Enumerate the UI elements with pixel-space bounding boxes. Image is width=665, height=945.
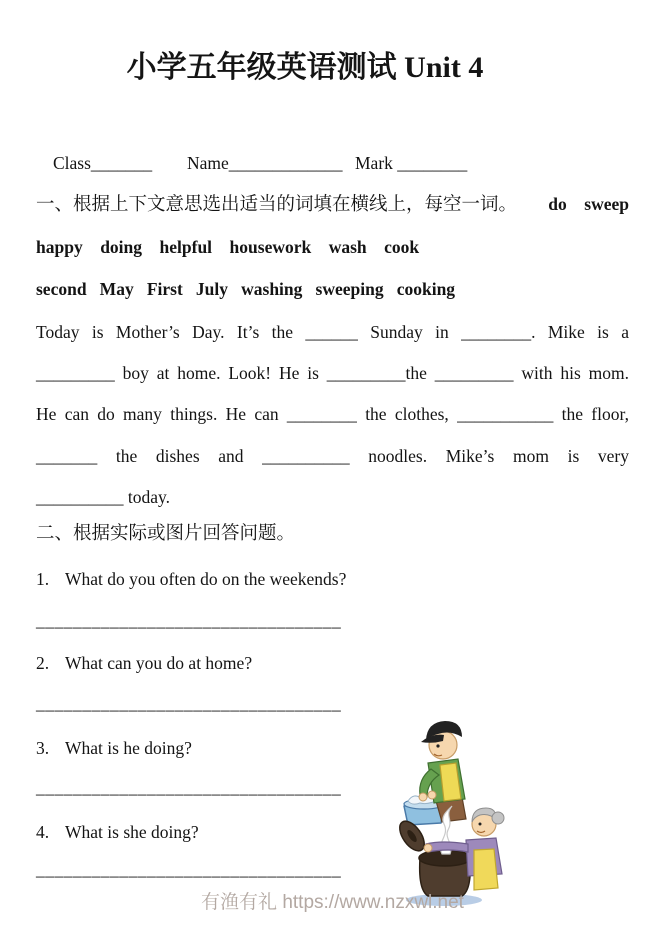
wordbank-line-3: second May First July washing sweeping cooking bbox=[36, 279, 456, 299]
question-2-text: What can you do at home? bbox=[65, 653, 253, 673]
question-4 bbox=[36, 820, 629, 844]
name-field: Name_____________ bbox=[187, 153, 343, 173]
question-3 bbox=[36, 736, 629, 760]
wordbank-line-2: happy doing helpful housework wash cook bbox=[36, 237, 420, 257]
question-1 bbox=[36, 567, 629, 591]
boy-head bbox=[421, 721, 462, 759]
passage-line-5: __________ today. bbox=[36, 487, 170, 507]
question-2 bbox=[36, 651, 629, 675]
wordbank-inline: do sweep bbox=[548, 194, 629, 214]
section1-heading-row bbox=[36, 192, 629, 217]
passage-line-1: Today is Mother’s Day. It’s the ______ Sunday in ________. Mike is a bbox=[36, 322, 629, 342]
header-fields bbox=[36, 151, 629, 177]
section2-heading: 二、根据实际或图片回答问题。 bbox=[36, 524, 296, 544]
answer-line-2: _________________________________ bbox=[36, 693, 342, 713]
class-field: Class_______ bbox=[53, 153, 153, 173]
section1-heading: 一、根据上下文意思选出适当的词填在横线上，每空一词。 bbox=[36, 195, 518, 215]
answer-line-1: _________________________________ bbox=[36, 610, 342, 630]
question-1-text: What do you often do on the weekends? bbox=[65, 569, 347, 589]
passage-line-4: _______ the dishes and __________ noodles. Mike’s mom is very bbox=[36, 446, 629, 466]
question-3-text: What is he doing? bbox=[65, 738, 192, 758]
question-2-number: 2. bbox=[36, 653, 50, 673]
passage-line-2: _________ boy at home. Look! He is _________the _________ with his mom. bbox=[36, 363, 629, 383]
passage-line-3: He can do many things. He can ________ the clothes, ___________ the floor, bbox=[36, 404, 629, 424]
question-4-text: What is she doing? bbox=[65, 822, 199, 842]
question-3-number: 3. bbox=[36, 738, 50, 758]
question-4-number: 4. bbox=[36, 822, 50, 842]
grandma-head bbox=[472, 808, 504, 836]
answer-line-3: _________________________________ bbox=[36, 777, 342, 797]
pot bbox=[419, 850, 471, 896]
mark-field: Mark ________ bbox=[355, 153, 468, 173]
watermark-footer: 有渔有礼 https://www.nzxwl.net bbox=[201, 892, 464, 913]
answer-line-4: _________________________________ bbox=[36, 859, 342, 879]
page-title: 小学五年级英语测试 Unit 4 bbox=[126, 51, 484, 84]
question-1-number: 1. bbox=[36, 569, 50, 589]
